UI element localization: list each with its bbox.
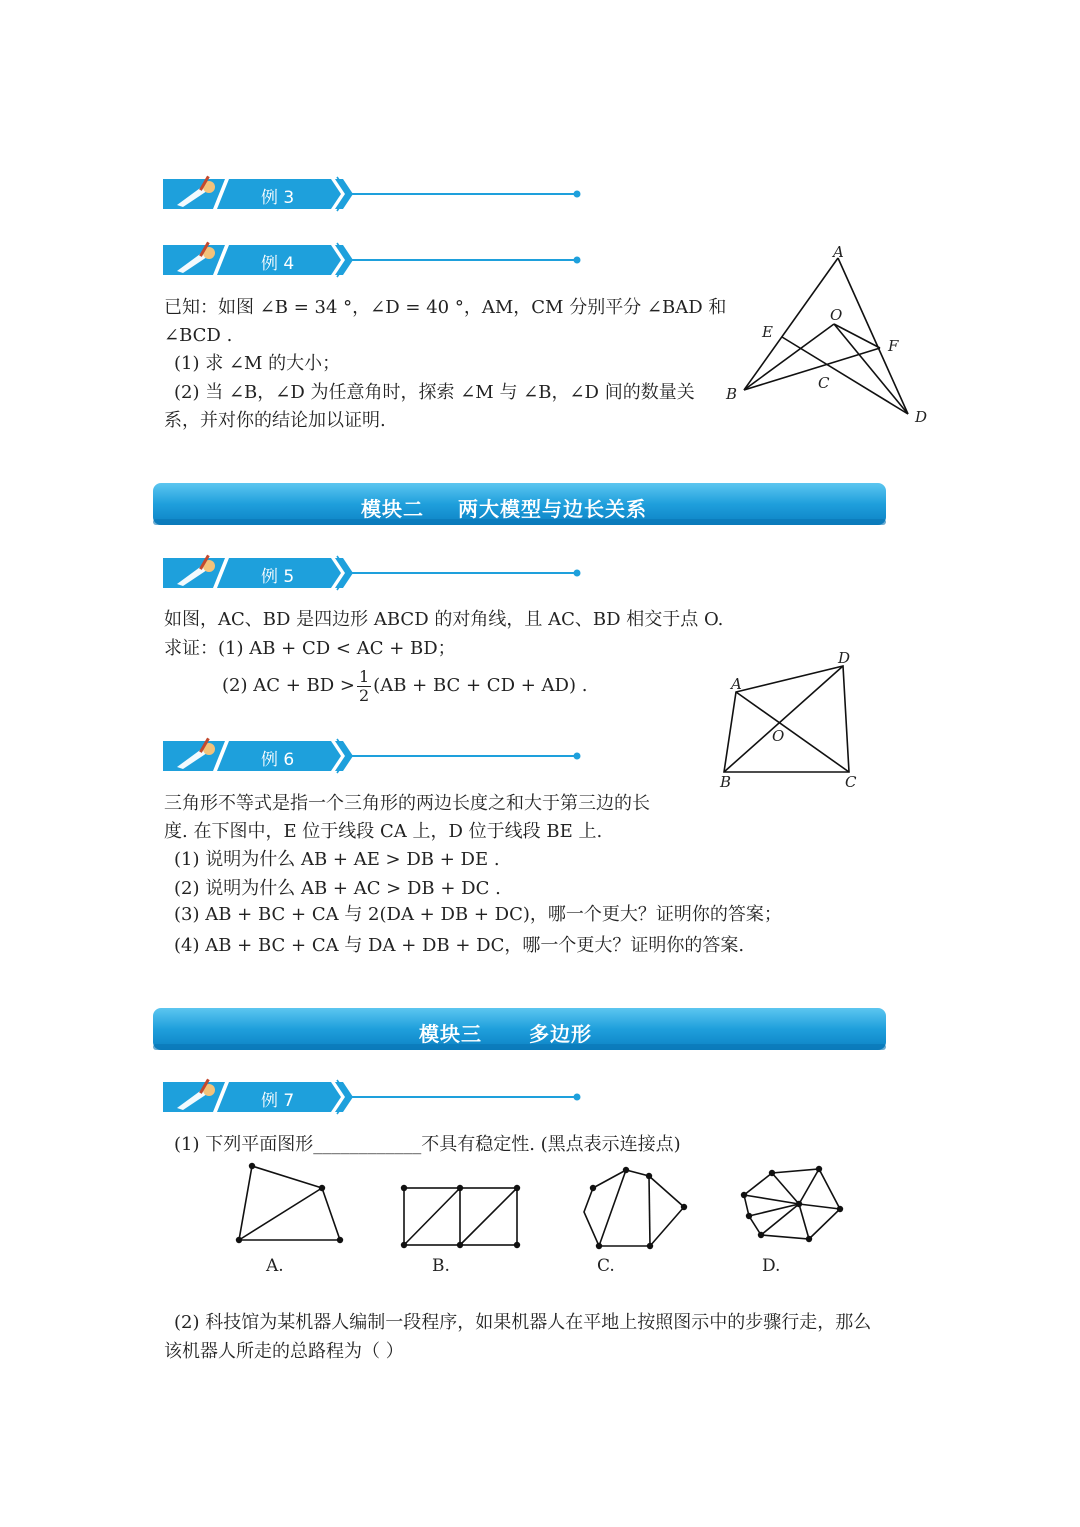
option-b-label: B. bbox=[432, 1256, 450, 1276]
ex5-line-3-pre: (2) AC + BD > bbox=[222, 675, 355, 696]
module-3-title: 多边形 bbox=[529, 1022, 592, 1046]
fraction-denominator: 2 bbox=[358, 685, 370, 705]
example-header-graphic bbox=[163, 554, 583, 592]
ex4-line-4: (2) 当 ∠B，∠D 为任意角时，探索 ∠M 与 ∠B，∠D 间的数量关 bbox=[174, 382, 695, 403]
fig1-label-a: A bbox=[833, 243, 844, 261]
module-2-banner bbox=[153, 483, 886, 525]
fig1-label-o: O bbox=[830, 306, 843, 324]
fig2-label-c: C bbox=[845, 773, 857, 791]
ex7-question-1: (1) 下列平面图形____________不具有稳定性. (黑点表示连接点) bbox=[174, 1134, 681, 1155]
example-3-header bbox=[163, 175, 583, 213]
fig2-label-a: A bbox=[731, 675, 742, 693]
example-4-header bbox=[163, 241, 583, 279]
ex7-question-2-line-2: 该机器人所走的总路程为（ ） bbox=[164, 1341, 404, 1362]
ex6-line-2: 度. 在下图中，E 位于线段 CA 上，D 位于线段 BE 上. bbox=[164, 821, 603, 842]
example-5-label: 例 5 bbox=[261, 567, 295, 587]
fig1-label-b: B bbox=[726, 385, 738, 403]
one-half-fraction bbox=[357, 668, 371, 705]
ex5-line-1: 如图，AC、BD 是四边形 ABCD 的对角线，且 AC、BD 相交于点 O. bbox=[164, 609, 724, 630]
example-7-header bbox=[163, 1078, 583, 1116]
option-a-label: A. bbox=[266, 1256, 284, 1276]
fig1-label-d: D bbox=[915, 408, 928, 426]
fraction-numerator: 1 bbox=[358, 666, 370, 686]
fig1-label-e: E bbox=[762, 323, 773, 341]
ex5-line-2: 求证：(1) AB + CD < AC + BD； bbox=[164, 638, 456, 659]
ex7-shapes-figure bbox=[225, 1160, 855, 1260]
ex6-line-1: 三角形不等式是指一个三角形的两边长度之和大于第三边的长 bbox=[164, 793, 650, 814]
example-3-label: 例 3 bbox=[261, 188, 295, 208]
ex5-line-3 bbox=[222, 666, 587, 706]
example-header-graphic bbox=[163, 175, 583, 213]
ex5-line-3-post: (AB + BC + CD + AD) . bbox=[373, 675, 588, 696]
ex4-figure bbox=[720, 240, 940, 430]
example-4-label: 例 4 bbox=[261, 254, 295, 274]
ex4-line-1: 已知：如图 ∠B = 34 °，∠D = 40 °，AM，CM 分别平分 ∠BAD 和 bbox=[164, 297, 727, 318]
ex6-line-3: (1) 说明为什么 AB + AE > DB + DE . bbox=[174, 849, 500, 870]
ex5-figure bbox=[715, 650, 865, 780]
option-d-label: D. bbox=[762, 1256, 781, 1276]
fig2-label-d: D bbox=[838, 649, 851, 667]
ex7-question-2-line-1: (2) 科技馆为某机器人编制一段程序，如果机器人在平地上按照图示中的步骤行走，那么 bbox=[174, 1312, 872, 1333]
fig2-label-o: O bbox=[772, 727, 785, 745]
ex4-line-3: (1) 求 ∠M 的大小； bbox=[174, 353, 341, 374]
module-2-number: 模块二 bbox=[361, 497, 424, 521]
example-header-graphic bbox=[163, 737, 583, 775]
fig1-label-c: C bbox=[818, 374, 830, 392]
example-7-label: 例 7 bbox=[261, 1091, 295, 1111]
example-5-header bbox=[163, 554, 583, 592]
example-6-label: 例 6 bbox=[261, 750, 295, 770]
option-c-label: C. bbox=[597, 1256, 615, 1276]
example-header-graphic bbox=[163, 241, 583, 279]
fig2-label-b: B bbox=[720, 773, 732, 791]
fig1-label-f: F bbox=[888, 337, 899, 355]
ex6-line-6: (4) AB + BC + CA 与 DA + DB + DC，哪一个更大？证明你的答案. bbox=[174, 935, 745, 956]
example-6-header bbox=[163, 737, 583, 775]
example-header-graphic bbox=[163, 1078, 583, 1116]
module-3-banner bbox=[153, 1008, 886, 1050]
ex6-line-4: (2) 说明为什么 AB + AC > DB + DC . bbox=[174, 878, 501, 899]
ex4-line-2: ∠BCD . bbox=[164, 325, 233, 346]
module-3-number: 模块三 bbox=[419, 1022, 482, 1046]
ex6-line-5: (3) AB + BC + CA 与 2(DA + DB + DC)，哪一个更大？证明你的答案； bbox=[174, 904, 782, 925]
module-2-title: 两大模型与边长关系 bbox=[458, 497, 647, 521]
ex4-line-5: 系，并对你的结论加以证明. bbox=[164, 410, 386, 431]
